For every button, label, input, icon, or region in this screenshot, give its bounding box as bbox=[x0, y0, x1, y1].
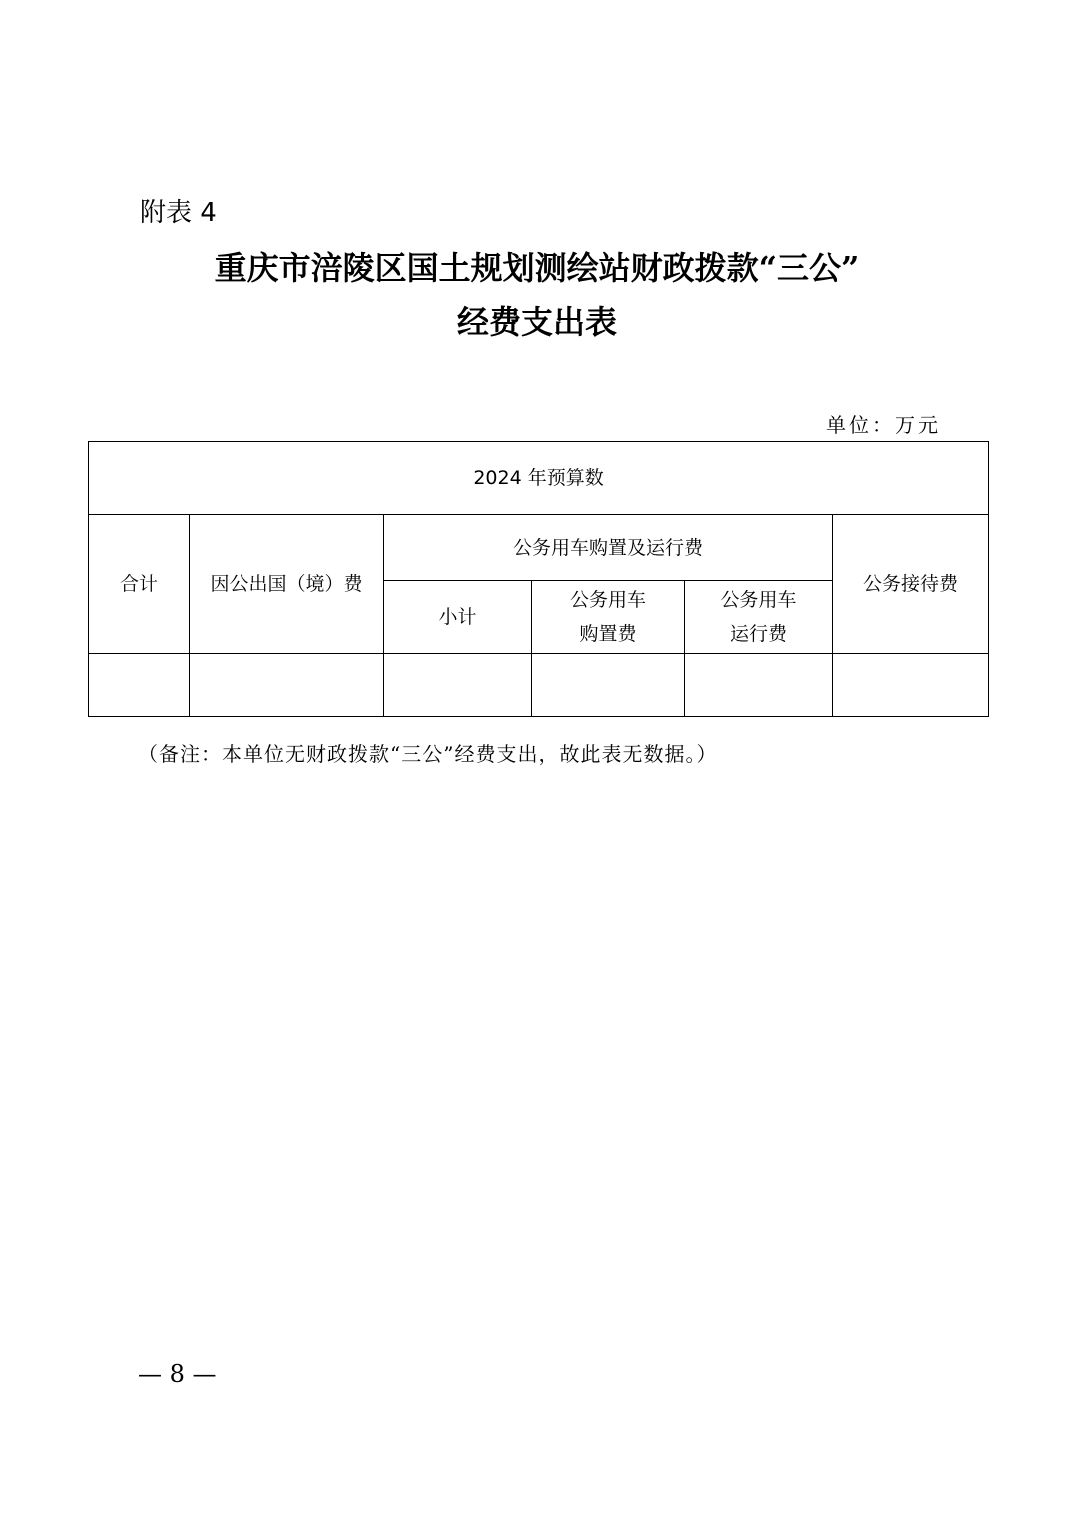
total-header: 合计 bbox=[89, 515, 190, 654]
subtotal-header: 小计 bbox=[384, 581, 532, 654]
year-budget-header: 2024 年预算数 bbox=[89, 442, 989, 515]
vehicle-purchase-header-line-2: 购置费 bbox=[579, 623, 637, 645]
vehicle-operation-header-line-2: 运行费 bbox=[729, 623, 787, 645]
unit-label: 单位：万元 bbox=[826, 413, 941, 437]
vehicle-operation-cell bbox=[685, 654, 833, 717]
document-title-line-2: 经费支出表 bbox=[456, 303, 617, 341]
document-title-line-1: 重庆市涪陵区国土规划测绘站财政拨款“三公” bbox=[214, 249, 860, 287]
total-cell bbox=[89, 654, 190, 717]
vehicle-group-header: 公务用车购置及运行费 bbox=[384, 515, 833, 581]
page-number: — 8 — bbox=[138, 1360, 217, 1388]
reception-cell bbox=[833, 654, 989, 717]
vehicle-purchase-cell bbox=[532, 654, 685, 717]
table-row bbox=[89, 654, 989, 717]
overseas-travel-header: 因公出国（境）费 bbox=[190, 515, 384, 654]
overseas-travel-cell bbox=[190, 654, 384, 717]
vehicle-operation-header bbox=[685, 581, 833, 654]
attachment-label: 附表 4 bbox=[140, 198, 217, 228]
table-row-header-1 bbox=[89, 515, 989, 581]
reception-header: 公务接待费 bbox=[833, 515, 989, 654]
vehicle-operation-header-line-1: 公务用车 bbox=[720, 589, 797, 611]
table-row-year-header bbox=[89, 442, 989, 515]
vehicle-purchase-header-line-1: 公务用车 bbox=[569, 589, 646, 611]
three-public-expenses-table bbox=[88, 441, 989, 717]
vehicle-purchase-header bbox=[532, 581, 685, 654]
table-note: （备注：本单位无财政拨款“三公”经费支出，故此表无数据。） bbox=[138, 742, 718, 766]
subtotal-cell bbox=[384, 654, 532, 717]
